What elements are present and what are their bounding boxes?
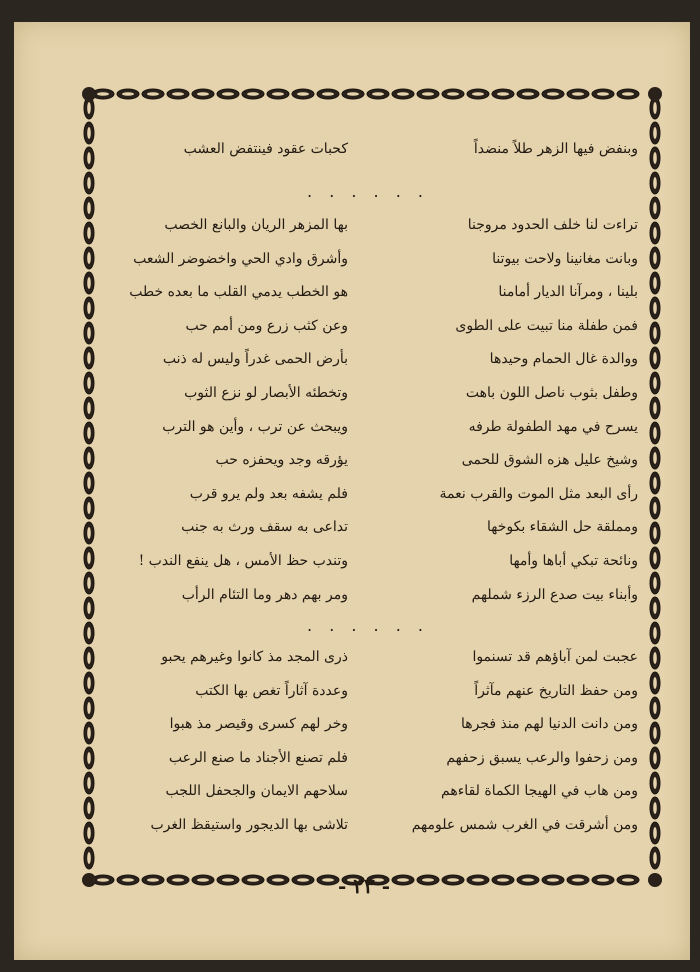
chain-link-hole <box>653 127 657 139</box>
verse-5-left-hemistich: سلاحهم الايمان والجحفل اللجب <box>165 783 348 800</box>
chain-link-hole <box>87 527 91 539</box>
verse-3-left-hemistich: وخر لهم كسرى وقيصر مذ هبوا <box>169 716 348 733</box>
verse-6-left-hemistich: وتخطئه الأبصار لو نزع الثوب <box>184 385 348 401</box>
chain-link-hole <box>653 702 657 714</box>
chain-link-hole <box>547 92 559 96</box>
chain-link-hole <box>322 92 334 96</box>
chain-link-hole <box>653 752 657 764</box>
chain-link-hole <box>653 352 657 364</box>
book-page <box>14 22 690 960</box>
chain-link-hole <box>653 652 657 664</box>
chain-link-hole <box>653 277 657 289</box>
verse-3-left-hemistich: هو الخطب يدمي القلب ما بعده خطب <box>129 284 348 301</box>
chain-link-hole <box>472 92 484 96</box>
chain-link-hole <box>653 527 657 539</box>
chain-link-hole <box>347 92 359 96</box>
verse-9-right-hemistich: رأى البعد مثل الموت والقرب نعمة <box>439 485 638 502</box>
chain-link-hole <box>622 92 634 96</box>
chain-link-hole <box>653 452 657 464</box>
separator-2: . . . . . . <box>307 616 429 635</box>
verse-8-left-hemistich: يؤرقه وجد ويحفزه حب <box>215 452 348 469</box>
chain-link-hole <box>653 727 657 739</box>
chain-link-hole <box>653 227 657 239</box>
border-corner-knot <box>82 87 96 101</box>
verse-2-right-hemistich: وبانت مغانينا ولاحت بيوتنا <box>492 250 638 267</box>
chain-link-hole <box>653 302 657 314</box>
chain-link-hole <box>87 502 91 514</box>
chain-link-hole <box>572 878 584 882</box>
chain-link-hole <box>653 577 657 589</box>
chain-link-hole <box>653 627 657 639</box>
chain-link-hole <box>653 152 657 164</box>
chain-link-hole <box>653 777 657 789</box>
separator-1: . . . . . . <box>307 182 429 201</box>
chain-link-hole <box>87 552 91 564</box>
chain-link-hole <box>87 277 91 289</box>
chain-link-hole <box>87 802 91 814</box>
verse-4-right-hemistich: ومن زحفوا والرعب يسبق زحفهم <box>446 749 638 766</box>
chain-link-hole <box>297 878 309 882</box>
chain-link-hole <box>597 92 609 96</box>
chain-link-hole <box>653 502 657 514</box>
border-corner-knot <box>648 87 662 101</box>
chain-link-hole <box>87 127 91 139</box>
chain-link-hole <box>222 878 234 882</box>
chain-link-hole <box>653 327 657 339</box>
chain-link-hole <box>87 727 91 739</box>
chain-link-hole <box>653 402 657 414</box>
verse-4-right-hemistich: فمن طفلة منا تبيت على الطوى <box>455 317 638 334</box>
chain-link-hole <box>87 477 91 489</box>
chain-link-hole <box>597 878 609 882</box>
verse-1-left-hemistich: ذرى المجد مذ كانوا وغيرهم يحبو <box>161 649 348 665</box>
chain-link-hole <box>522 92 534 96</box>
chain-link-hole <box>87 352 91 364</box>
verse-7-right-hemistich: يسرح في مهد الطفولة طرفه <box>468 418 638 435</box>
chain-link-hole <box>172 878 184 882</box>
verse-6-left-hemistich: تلاشى بها الديجور واستيقظ الغرب <box>150 817 348 833</box>
chain-link-hole <box>297 92 309 96</box>
chain-link-hole <box>87 702 91 714</box>
chain-link-hole <box>87 627 91 639</box>
verse-4-left-hemistich: وعن كثب زرع ومن أمم حب <box>185 317 348 334</box>
chain-link-hole <box>247 92 259 96</box>
verse-1-left-hemistich: بها المزهر الريان والبانع الخصب <box>164 217 348 233</box>
chain-link-hole <box>87 302 91 314</box>
chain-link-hole <box>222 92 234 96</box>
chain-link-hole <box>97 92 109 96</box>
chain-link-hole <box>87 852 91 864</box>
verse-11-left-hemistich: وتندب حظ الأمس ، هل ينفع الندب ! <box>138 553 348 569</box>
chain-link-hole <box>447 878 459 882</box>
verse-10-left-hemistich: تداعى به سقف ورث به جنب <box>181 519 348 536</box>
verse-3-right-hemistich: ومن دانت الدنيا لهم منذ فجرها <box>460 716 638 733</box>
chain-link-hole <box>572 92 584 96</box>
chain-link-hole <box>653 202 657 214</box>
verse-1-right-hemistich: تراءت لنا خلف الحدود مروجنا <box>467 217 638 233</box>
verse-11-right-hemistich: ونائحة تبكي أباها وأمها <box>509 553 638 569</box>
chain-link-hole <box>87 102 91 114</box>
verse-12-right-hemistich: وأبناء بيت صدع الرزء شملهم <box>471 586 638 603</box>
verse-1-right-hemistich: وبنفض فيها الزهر طلاً منضداً <box>473 141 638 157</box>
chain-link-hole <box>87 252 91 264</box>
chain-link-hole <box>653 102 657 114</box>
chain-link-hole <box>87 152 91 164</box>
chain-link-hole <box>87 602 91 614</box>
chain-link-hole <box>653 602 657 614</box>
chain-link-hole <box>622 878 634 882</box>
verse-3-right-hemistich: بلينا ، ومرآنا الديار أمامنا <box>498 284 638 301</box>
chain-link-hole <box>272 878 284 882</box>
chain-link-hole <box>397 92 409 96</box>
chain-link-hole <box>653 552 657 564</box>
chain-link-hole <box>653 177 657 189</box>
verse-5-left-hemistich: بأرض الحمى غدراً وليس له ذنب <box>162 351 348 368</box>
chain-link-hole <box>653 377 657 389</box>
verse-2-left-hemistich: وأشرق وادي الحي واخضوضر الشعب <box>133 250 348 267</box>
chain-link-hole <box>87 202 91 214</box>
chain-link-hole <box>87 577 91 589</box>
chain-link-hole <box>472 878 484 882</box>
chain-link-hole <box>653 252 657 264</box>
chain-link-hole <box>372 92 384 96</box>
chain-link-hole <box>147 878 159 882</box>
chain-link-hole <box>87 402 91 414</box>
verse-9-left-hemistich: فلم يشفه بعد ولم يرو قرب <box>189 485 348 502</box>
chain-link-hole <box>653 427 657 439</box>
border-corner-knot <box>648 873 662 887</box>
page-number: - ٢٣ - <box>337 874 390 898</box>
chain-link-hole <box>653 477 657 489</box>
verse-1-right-hemistich: عجبت لمن آباؤهم قد تسنموا <box>472 649 638 665</box>
chain-link-hole <box>87 677 91 689</box>
chain-link-hole <box>87 377 91 389</box>
border-corner-knot <box>82 873 96 887</box>
verse-12-left-hemistich: ومر بهم دهر وما التئام الرأب <box>181 586 348 603</box>
chain-link-hole <box>87 752 91 764</box>
chain-link-hole <box>547 878 559 882</box>
chain-link-hole <box>197 92 209 96</box>
verse-10-right-hemistich: ومملقة حل الشقاء بكوخها <box>487 519 638 536</box>
chain-link-hole <box>247 878 259 882</box>
verse-2-left-hemistich: وعددة آثاراً تغص بها الكتب <box>195 682 348 699</box>
verse-2-right-hemistich: ومن حفظ التاريخ عنهم مآثراً <box>474 682 638 699</box>
chain-link-hole <box>522 878 534 882</box>
verse-7-left-hemistich: ويبحث عن ترب ، وأين هو الترب <box>162 418 348 435</box>
verse-8-right-hemistich: وشيخ عليل هزه الشوق للحمى <box>461 452 638 469</box>
chain-link-hole <box>147 92 159 96</box>
poem-body <box>98 134 638 864</box>
chain-link-hole <box>87 652 91 664</box>
chain-link-hole <box>447 92 459 96</box>
verse-4-left-hemistich: فلم تصنع الأجناد ما صنع الرعب <box>168 749 348 766</box>
chain-link-hole <box>172 92 184 96</box>
chain-link-hole <box>653 827 657 839</box>
chain-link-hole <box>653 802 657 814</box>
chain-link-hole <box>122 878 134 882</box>
chain-link-hole <box>87 777 91 789</box>
chain-link-hole <box>87 452 91 464</box>
chain-link-hole <box>497 878 509 882</box>
chain-link-hole <box>97 878 109 882</box>
chain-link-hole <box>87 327 91 339</box>
chain-link-hole <box>653 677 657 689</box>
chain-link-hole <box>653 852 657 864</box>
chain-link-hole <box>87 227 91 239</box>
chain-link-hole <box>87 427 91 439</box>
chain-link-hole <box>87 177 91 189</box>
verse-5-right-hemistich: ووالدة غال الحمام وحيدها <box>489 351 638 368</box>
chain-link-hole <box>197 878 209 882</box>
verse-1-left-hemistich: كحبات عقود فينتفض العشب <box>183 141 348 157</box>
chain-link-hole <box>497 92 509 96</box>
verse-6-right-hemistich: ومن أشرقت في الغرب شمس علومهم <box>411 817 638 833</box>
verse-5-right-hemistich: ومن هاب في الهيجا الكماة لقاءهم <box>441 783 638 800</box>
chain-link-hole <box>122 92 134 96</box>
chain-link-hole <box>87 827 91 839</box>
chain-link-hole <box>422 92 434 96</box>
chain-link-hole <box>272 92 284 96</box>
chain-link-hole <box>422 878 434 882</box>
verse-6-right-hemistich: وطفل بثوب ناصل اللون باهت <box>465 385 638 401</box>
